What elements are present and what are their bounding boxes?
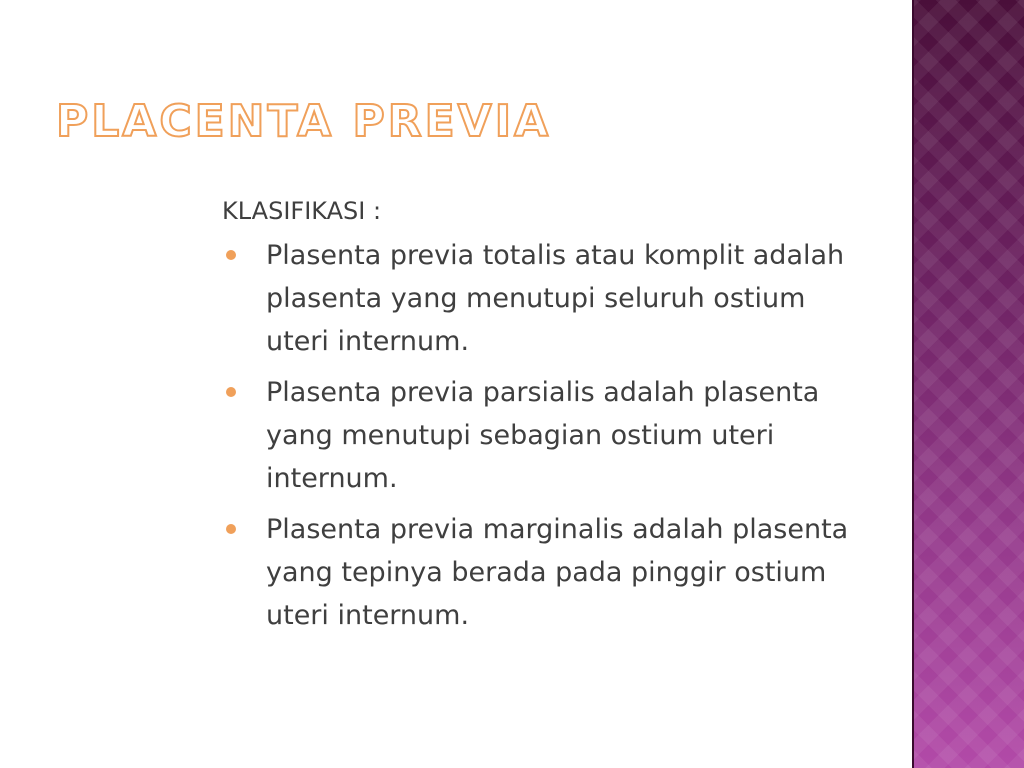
bullet-item [222,371,862,500]
bullet-dot-icon [226,387,236,397]
bullet-text: Plasenta previa totalis atau komplit adalah plasenta yang menutupi seluruh ostium uteri internum. [266,240,845,357]
bullet-dot-icon [226,250,236,260]
side-band-edge [912,0,914,768]
bullet-item [222,508,862,637]
section-heading: KLASIFIKASI : [222,197,382,225]
bullet-text: Plasenta previa marginalis adalah plasenta yang tepinya berada pada pinggir ostium uteri internum. [266,514,849,631]
bullet-list [222,234,862,637]
slide-content [222,190,862,645]
bullet-item [222,234,862,363]
bullet-dot-icon [226,524,236,534]
decorative-side-band [912,0,1024,768]
slide-title: PLACENTA PREVIA [56,96,552,147]
bullet-text: Plasenta previa parsialis adalah plasenta yang menutupi sebagian ostium uteri internum. [266,377,820,494]
